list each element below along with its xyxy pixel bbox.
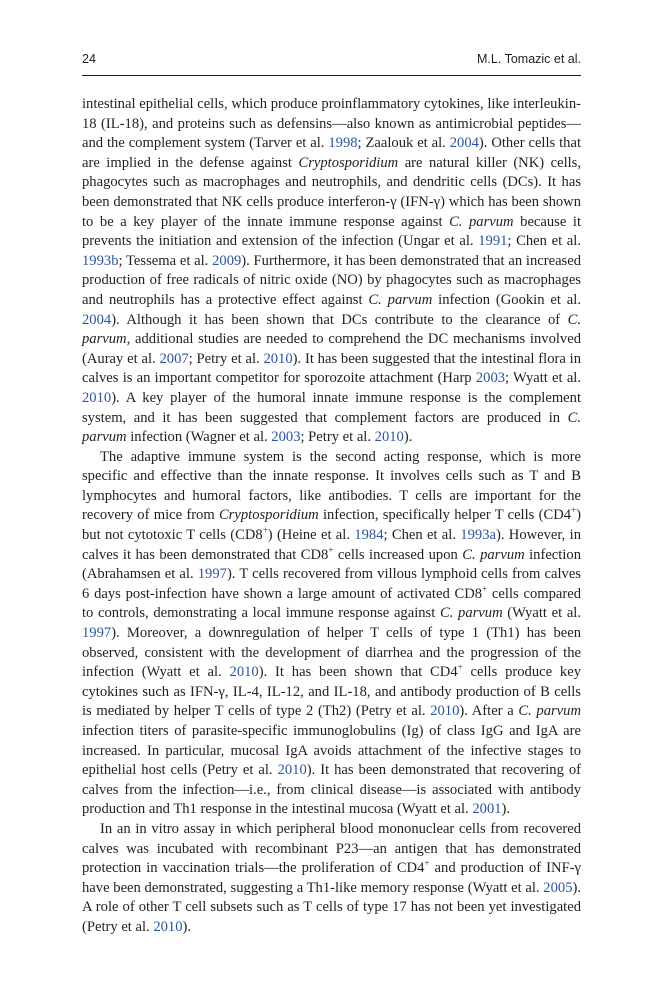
text-run: ). It has been suggested that the intestinal flora in calves is an important competitor for sporozoite attachment (Harp [82,350,581,387]
text-run: ). However, in calves it has been demonstrated that CD8 [82,527,581,563]
text-run: ; Petry et al. [300,429,375,446]
text-run: ). Furthermore, it has been demonstrated that an increased production of free radicals of nitric oxide (NO) by phagocytes such as macrophages and neutrophils has a protective effect against [82,252,581,308]
citation-link[interactable]: 2010 [374,429,404,446]
citation-link[interactable]: 2010 [82,389,112,406]
text-run: infection (Gookin et al. [432,291,581,308]
text-run: , additional studies are needed to comprehend the DC mechanisms involved (Auray et al. [82,331,581,367]
citation-link[interactable]: 2009 [212,252,242,269]
text-run: infection, specifically helper T cells (CD4 [318,507,572,524]
text-run: In an in vitro assay in which peripheral blood mononuclear cells from recovered calves was incubated with recombinant P23—an antigen that has demonstrated protection in vaccination trials—the proliferation of CD4 [82,820,581,877]
text-run: ). It has been shown that CD4 [258,664,458,681]
text-run: ) (Heine et al. [267,527,355,544]
text-run: ). A role of other T cell subsets such as T cells of type 17 has not been yet investigated (Petry et al. [82,879,581,935]
citation-link[interactable]: 1993a [460,527,496,544]
text-run: ; Wyatt et al. [505,370,581,387]
citation-link[interactable]: 2010 [153,918,183,935]
text-run: ) but not cytotoxic T cells (CD8 [82,507,581,544]
text-run: and production of INF-γ have been demonstrated, suggesting a Th1-like memory response (Wyatt et al. [82,860,581,896]
citation-link[interactable]: 1997 [82,625,112,642]
citation-link[interactable]: 2001 [472,801,502,818]
text-run: intestinal epithelial cells, which produce proinflammatory cytokines, like interleukin-18 (IL-18), and proteins such as defensins—also known as antimicrobial peptides—and the complement system (Tarver et al. [82,96,581,152]
text-run: ). A key player of the humoral innate immune response is the complement system, and it has been suggested that complement factors are produced in [82,389,581,426]
citation-link[interactable]: 2010 [263,350,293,367]
running-header [82,52,581,66]
citation-link[interactable]: 1984 [354,527,384,544]
superscript: + [457,662,463,673]
italic-text: C. parvum [518,703,581,720]
superscript: + [328,544,334,555]
text-run: cells produce key cytokines such as IFN-γ, IL-4, IL-12, and IL-18, and antibody production of B cells is mediated by helper T cells of type 2 (Th2) (Petry et al. [82,664,581,720]
italic-text: Cryptosporidium [218,507,319,524]
text-run: are natural killer (NK) cells, phagocytes such as macrophages and neutrophils, and dendritic cells (DCs). It has been demonstrated that NK cells produce interferon-γ (IFN-γ) which has been shown to be a key player of the innate immune response against [82,154,582,230]
text-run: ). Moreover, a downregulation of helper T cells of type 1 (Th1) has been observed, consistent with the development of diarrhea and the progression of the infection (Wyatt et al. [82,625,581,681]
body-text [82,95,581,938]
text-run: infection (Abrahamsen et al. [82,546,581,583]
citation-link[interactable]: 2003 [271,429,301,446]
paragraph-1 [82,95,581,448]
superscript: + [424,858,430,869]
citation-link[interactable]: 2010 [430,703,460,720]
citation-link[interactable]: 1998 [328,135,358,152]
italic-text: C. parvum [82,311,581,348]
text-run: ; Tessema et al. [118,252,213,269]
italic-text: C. parvum [82,409,581,446]
text-run: ). Other cells that are implied in the defense against [82,135,581,171]
text-run: ). T cells recovered from villous lymphoid cells from calves 6 days post-infection have shown a large amount of activated CD8 [82,566,581,602]
italic-text: Cryptosporidium [298,154,399,171]
citation-link[interactable]: 1993b [82,252,119,269]
superscript: + [482,583,488,594]
citation-link[interactable]: 2004 [82,311,112,328]
superscript: + [571,505,577,516]
paragraph-2 [82,448,581,820]
citation-link[interactable]: 2007 [159,350,189,367]
italic-text: C. parvum [368,291,433,308]
text-run: infection titers of parasite-specific immunoglobulins (Ig) of class IgG and IgA are increased. In particular, mucosal IgA avoids attachment of the infective stages to epithelial host cells (Petry et al. [82,723,581,779]
citation-link[interactable]: 2005 [543,879,573,896]
citation-link[interactable]: 1991 [478,233,508,250]
citation-link[interactable]: 2003 [475,370,506,387]
text-run: cells increased upon [333,546,463,563]
citation-link[interactable]: 2010 [229,664,259,681]
text-run: ). [182,918,192,935]
citation-link[interactable]: 1997 [197,566,227,583]
superscript: + [262,525,268,536]
paragraph-3 [82,820,581,938]
running-head-authors: M.L. Tomazic et al. [477,52,581,66]
text-run: cells compared to controls, demonstrating a local immune response against [82,585,582,622]
italic-text: C. parvum [462,546,525,563]
text-run: ; Petry et al. [188,350,264,367]
text-run: ). [501,801,511,818]
citation-link[interactable]: 2004 [449,135,479,152]
italic-text: C. parvum [449,213,514,230]
header-rule [82,75,581,76]
citation-link[interactable]: 2010 [277,762,307,779]
text-run: ). It has been demonstrated that recovering of calves from the infection—i.e., from clinical disease—is associated with antibody production and Th1 response in the intestinal mucosa (Wyatt et al. [82,762,581,818]
text-run: The adaptive immune system is the second acting response, which is more specific and effective than the innate response. It involves cells such as T and B lymphocytes and humoral factors, like antibodies. T cells are important for the recovery of mice from [82,448,581,524]
text-run: ; Chen et al. [383,527,461,544]
text-run: ). Although it has been shown that DCs contribute to the clearance of [111,311,568,328]
text-run: (Wyatt et al. [502,605,581,622]
page-number: 24 [82,52,96,66]
text-run: ; Zaalouk et al. [357,135,450,152]
text-run: infection (Wagner et al. [126,429,272,446]
text-run: ; Chen et al. [507,233,581,250]
text-run: ). [403,429,413,446]
italic-text: C. parvum [439,605,503,622]
text-run: ). After a [459,703,519,720]
text-run: because it prevents the initiation and extension of the infection (Ungar et al. [82,213,582,250]
